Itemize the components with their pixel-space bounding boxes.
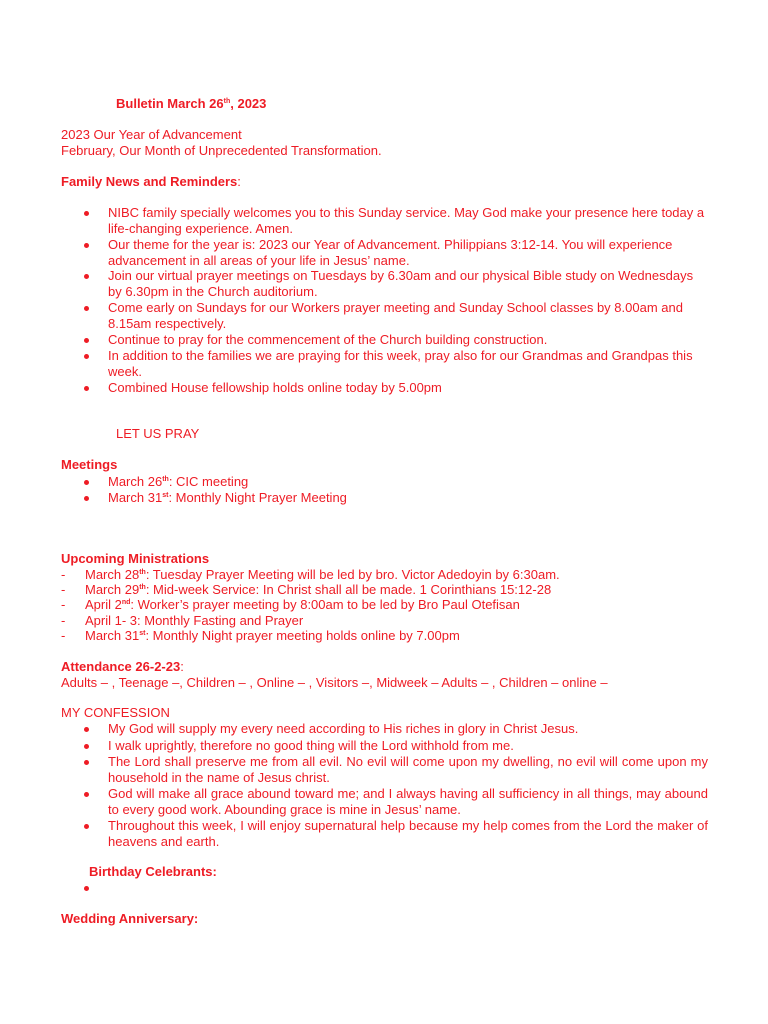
ministration-text: : Tuesday Prayer Meeting will be led by bro. Victor Adedoyin by 6:30am. bbox=[145, 567, 560, 582]
date-text: March 31 bbox=[85, 628, 140, 643]
family-news-heading bbox=[61, 174, 241, 190]
list-item-text: I walk uprightly, therefore no good thing will the Lord withhold from me. bbox=[108, 738, 514, 753]
date-text: March 31 bbox=[108, 490, 163, 505]
wedding-heading: Wedding Anniversary: bbox=[61, 911, 199, 926]
date-text: March 26 bbox=[108, 474, 163, 489]
bullet-icon bbox=[84, 354, 89, 359]
bullet-icon bbox=[84, 824, 89, 829]
attendance-colon: : bbox=[180, 659, 184, 674]
upcoming-heading: Upcoming Ministrations bbox=[61, 551, 210, 566]
family-news-heading-text: Family News and Reminders bbox=[61, 174, 238, 189]
bullet-icon bbox=[84, 496, 89, 501]
date-text: March 28 bbox=[85, 567, 140, 582]
bullet-icon bbox=[84, 243, 89, 248]
list-item-text: In addition to the families we are praying for this week, pray also for our Grandmas and Grandpas this week. bbox=[108, 348, 693, 379]
date-sup: nd bbox=[121, 599, 131, 606]
bulletin-title bbox=[116, 96, 266, 112]
list-item-text bbox=[85, 582, 551, 598]
date-text: March 29 bbox=[85, 582, 140, 597]
list-item-text bbox=[108, 490, 708, 506]
year-theme: 2023 Our Year of Advancement bbox=[61, 127, 242, 142]
attendance-heading bbox=[61, 659, 184, 675]
list-item-text: My God will supply my every need according to His riches in glory in Christ Jesus. bbox=[108, 721, 579, 736]
list-item-text: Our theme for the year is: 2023 our Year of Advancement. Philippians 3:12-14. You will experience advancement in all areas of your life in Jesus’ name. bbox=[108, 237, 673, 268]
bullet-icon bbox=[84, 306, 89, 311]
ministration-text: : Monthly Night prayer meeting holds online by 7.00pm bbox=[145, 628, 460, 643]
ministration-text: : Worker’s prayer meeting by 8:00am to be led by Bro Paul Otefisan bbox=[130, 597, 520, 612]
birthday-heading: Birthday Celebrants: bbox=[89, 864, 217, 879]
date-sup: st bbox=[162, 492, 169, 499]
bullet-icon bbox=[84, 338, 89, 343]
date-sup: st bbox=[139, 630, 146, 637]
list-item-text bbox=[85, 597, 520, 613]
list-item-text: Come early on Sundays for our Workers prayer meeting and Sunday School classes by 8.00am and 8.15am respectively. bbox=[108, 300, 683, 331]
bullet-icon bbox=[84, 274, 89, 279]
dash-marker: - bbox=[61, 567, 66, 582]
bullet-icon bbox=[84, 760, 89, 765]
dash-marker: - bbox=[61, 628, 66, 643]
month-theme: February, Our Month of Unprecedented Transformation. bbox=[61, 143, 382, 158]
list-item-text: NIBC family specially welcomes you to this Sunday service. May God make your presence here today a life-changing experience. Amen. bbox=[108, 205, 705, 236]
attendance-heading-text: Attendance 26-2-23 bbox=[61, 659, 181, 674]
list-item-text bbox=[85, 628, 460, 644]
ministration-text: April 1- 3: Monthly Fasting and Prayer bbox=[85, 613, 304, 628]
list-item-text: Join our virtual prayer meetings on Tuesdays by 6.30am and our physical Bible study on Wednesdays by 6.30pm in the Church auditorium. bbox=[108, 268, 694, 299]
bullet-icon bbox=[84, 886, 89, 891]
list-item-text: Combined House fellowship holds online today by 5.00pm bbox=[108, 380, 442, 395]
list-item-text bbox=[85, 567, 560, 583]
bullet-icon bbox=[84, 744, 89, 749]
date-text: April 2 bbox=[85, 597, 122, 612]
title-sup: th bbox=[223, 98, 231, 105]
dash-marker: - bbox=[61, 613, 66, 628]
meetings-heading: Meetings bbox=[61, 457, 118, 472]
meeting-text: : CIC meeting bbox=[168, 474, 249, 489]
bullet-icon bbox=[84, 480, 89, 485]
confession-heading: MY CONFESSION bbox=[61, 705, 170, 720]
title-year: , 2023 bbox=[230, 96, 267, 111]
bullet-icon bbox=[84, 211, 89, 216]
date-sup: th bbox=[162, 476, 169, 483]
list-item-text: Continue to pray for the commencement of the Church building construction. bbox=[108, 332, 548, 347]
bullet-icon bbox=[84, 792, 89, 797]
bullet-icon bbox=[84, 386, 89, 391]
list-item-text bbox=[108, 474, 708, 490]
date-sup: th bbox=[139, 569, 146, 576]
title-text: Bulletin March 26 bbox=[116, 96, 224, 111]
dash-marker: - bbox=[61, 597, 66, 612]
dash-marker: - bbox=[61, 582, 66, 597]
list-item-text: Throughout this week, I will enjoy supernatural help because my help comes from the Lord the maker of heavens and earth. bbox=[108, 818, 708, 849]
date-sup: th bbox=[139, 584, 146, 591]
let-us-pray: LET US PRAY bbox=[116, 426, 200, 441]
family-news-colon: : bbox=[237, 174, 241, 189]
list-item-text bbox=[85, 613, 303, 629]
bullet-icon bbox=[84, 727, 89, 732]
attendance-line: Adults – , Teenage –, Children – , Online – , Visitors –, Midweek – Adults – , Children – online – bbox=[61, 675, 608, 690]
list-item-text: The Lord shall preserve me from all evil. No evil will come upon my dwelling, no evil will come upon my household in the name of Jesus christ. bbox=[108, 754, 708, 785]
ministration-text: : Mid-week Service: In Christ shall all be made. 1 Corinthians 15:12-28 bbox=[145, 582, 552, 597]
meeting-text: : Monthly Night Prayer Meeting bbox=[168, 490, 347, 505]
list-item-text: God will make all grace abound toward me; and I always having all sufficiency in all things, may abound to every good work. Abounding grace is mine in Jesus’ name. bbox=[108, 786, 708, 817]
